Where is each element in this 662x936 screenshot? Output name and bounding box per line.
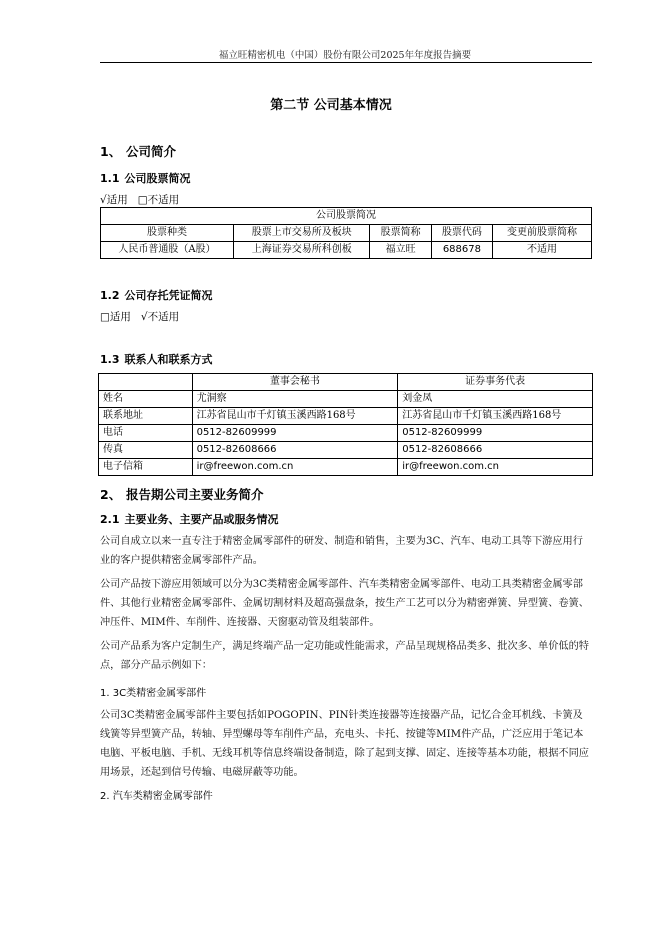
table-cell: 0512-82608666 xyxy=(192,442,398,459)
header-cell: 股票上市交易所及板块 xyxy=(233,225,369,242)
header-rule xyxy=(100,62,592,63)
heading-number: 1.3 xyxy=(100,353,120,366)
paragraph-3c-parts: 公司3C类精密金属零部件主要包括如POGOPIN、PIN针类连接器等连接器产品，记忆合金耳机线、卡簧及线簧等异型簧产品，转轴、异型螺母等车削件产品，充电头、卡托、按键等MIM件产品，广泛应用于笔记本电脑、平板电脑、手机、无线耳机等信息终端设备制造，除了起到支撑、固定、连接等基本功能，根据不同应用场景，还起到信号传输、电磁屏蔽等功能。 xyxy=(100,710,589,778)
table-header-row xyxy=(99,374,593,391)
table-cell: 0512-82609999 xyxy=(192,425,398,442)
heading-text: 报告期公司主要业务简介 xyxy=(126,487,264,502)
header-cell: 证券事务代表 xyxy=(398,374,593,391)
heading-text: 主要业务、主要产品或服务情况 xyxy=(124,513,279,526)
email-link[interactable]: ir@freewon.com.cn xyxy=(398,459,593,476)
heading-text: 联系人和联系方式 xyxy=(124,353,213,366)
table-cell: 江苏省昆山市千灯镇玉溪西路168号 xyxy=(398,408,593,425)
dr-applicability xyxy=(100,309,179,324)
heading-products-services xyxy=(100,511,279,527)
table-cell: 福立旺 xyxy=(370,242,431,259)
option-applicable: √适用 xyxy=(100,194,128,206)
row-label: 姓名 xyxy=(99,391,193,408)
heading-number: 1.1 xyxy=(100,172,120,185)
email-link[interactable]: ir@freewon.com.cn xyxy=(192,459,398,476)
row-label: 电子信箱 xyxy=(99,459,193,476)
option-applicable: □适用 xyxy=(100,311,131,323)
heading-depositary-receipts xyxy=(100,287,213,303)
subheading-3c-parts: 1. 3C类精密金属零部件 xyxy=(100,688,207,699)
contact-table xyxy=(98,373,593,476)
subheading-auto-parts: 2. 汽车类精密金属零部件 xyxy=(100,791,213,802)
table-cell: 688678 xyxy=(431,242,492,259)
table-row xyxy=(101,242,592,259)
header-cell: 变更前股票简称 xyxy=(493,225,592,242)
table-cell: 上海证券交易所科创板 xyxy=(233,242,369,259)
table-header-row xyxy=(101,225,592,242)
header-cell: 董事会秘书 xyxy=(192,374,398,391)
heading-text: 公司股票简况 xyxy=(124,172,191,185)
option-not-applicable: □不适用 xyxy=(137,194,180,206)
table-row xyxy=(99,459,593,476)
row-label: 传真 xyxy=(99,442,193,459)
stock-table xyxy=(100,207,592,259)
table-row xyxy=(99,442,593,459)
table-cell: 0512-82609999 xyxy=(398,425,593,442)
table-cell: 0512-82608666 xyxy=(398,442,593,459)
option-not-applicable: √不适用 xyxy=(140,311,180,323)
paragraph-company-intro: 公司自成立以来一直专注于精密金属零部件的研发、制造和销售，主要为3C、汽车、电动工具等下游应用行业的客户提供精密金属零部件产品。 xyxy=(100,536,583,566)
header-cell: 股票种类 xyxy=(101,225,234,242)
section-title: 第二节 公司基本情况 xyxy=(270,98,392,113)
heading-stock-overview xyxy=(100,170,191,186)
table-row xyxy=(99,391,593,408)
header-cell: 股票简称 xyxy=(370,225,431,242)
row-label: 电话 xyxy=(99,425,193,442)
table-caption-row xyxy=(101,208,592,225)
table-cell: 人民币普通股（A股） xyxy=(101,242,234,259)
heading-text: 公司简介 xyxy=(126,144,177,159)
stock-applicability xyxy=(100,192,179,207)
paragraph-product-classification: 公司产品按下游应用领域可以分为3C类精密金属零部件、汽车类精密金属零部件、电动工具类精密金属零部件、其他行业精密金属零部件、金属切割材料及超高强盘条，按生产工艺可以分为精密弹簧、异型簧、卷簧、冲压件、MIM件、车削件、连接器、天窗驱动管及组装部件。 xyxy=(100,579,589,628)
table-cell: 江苏省昆山市千灯镇玉溪西路168号 xyxy=(192,408,398,425)
table-cell: 尤洞察 xyxy=(192,391,398,408)
header-cell xyxy=(99,374,193,391)
row-label: 联系地址 xyxy=(99,408,193,425)
table-row xyxy=(99,408,593,425)
heading-number: 1.2 xyxy=(100,289,120,302)
table-cell: 不适用 xyxy=(493,242,592,259)
heading-number: 1、 xyxy=(100,144,122,159)
table-row xyxy=(99,425,593,442)
heading-contacts xyxy=(100,351,213,367)
header-cell: 股票代码 xyxy=(431,225,492,242)
heading-main-business xyxy=(100,485,264,503)
table-cell: 刘金凤 xyxy=(398,391,593,408)
heading-number: 2.1 xyxy=(100,513,120,526)
heading-number: 2、 xyxy=(100,487,122,502)
paragraph-customization: 公司产品系为客户定制生产，满足终端产品一定功能或性能需求，产品呈现规格品类多、批次多、单价低的特点，部分产品示例如下： xyxy=(100,641,589,671)
heading-text: 公司存托凭证简况 xyxy=(124,289,213,302)
table-caption: 公司股票简况 xyxy=(101,208,592,225)
heading-company-profile xyxy=(100,142,176,160)
page-header: 福立旺精密机电（中国）股份有限公司2025年年度报告摘要 xyxy=(218,50,472,61)
